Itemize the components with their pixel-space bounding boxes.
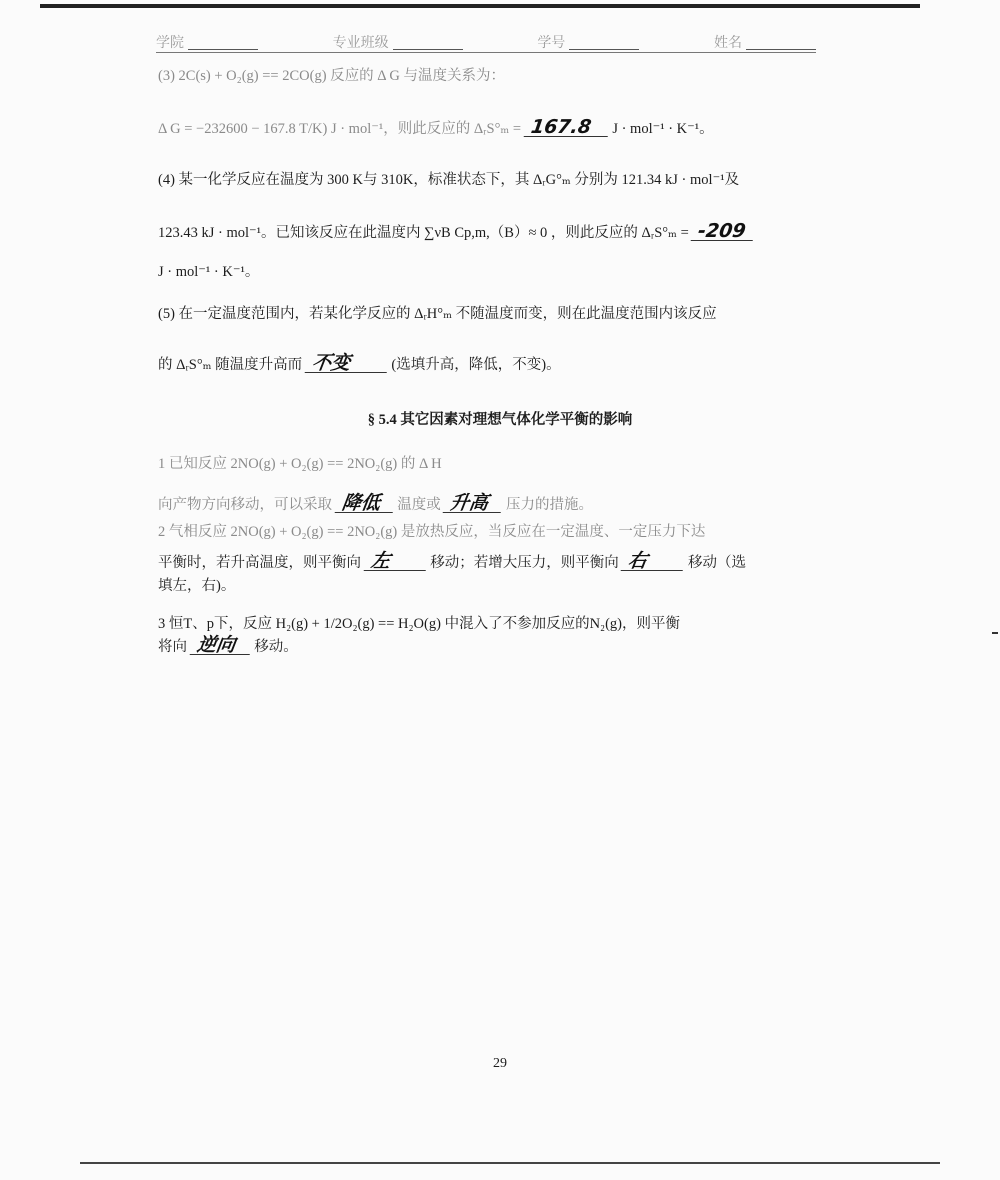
problem-4-line-1: (4) 某一化学反应在温度为 300 K与 310K，标准状态下，其 ΔᵣG°ₘ 分别为 121.34 kJ · mol⁻¹及 [158, 172, 740, 188]
question-3-answer: 逆向 [189, 636, 252, 655]
problem-3-answer: 167.8 [523, 118, 610, 137]
problem-3-intro: (3) 2C(s) + O₂(g) == 2CO(g) 反应的 Δ G 与温度关系为： [158, 68, 506, 84]
question-1-line-2: 向产物方向移动，可以采取 降低 温度或 升高 压力的措施。 [158, 492, 593, 514]
problem-5-answer: 不变 [304, 354, 389, 373]
question-1-answer-1: 降低 [334, 494, 395, 513]
problem-3-equation: Δ G = −232600 − 167.8 T/K) J · mol⁻¹，则此反应的 ΔᵣS°ₘ = 167.8 J · mol⁻¹ · K⁻¹。 [158, 116, 714, 138]
header-field-id: 学号 [537, 32, 639, 52]
problem-4-line-2: 123.43 kJ · mol⁻¹。已知该反应在此温度内 ∑νB Cp,m,（B）≈ 0 ，则此反应的 ΔᵣS°ₘ = -209 [158, 222, 754, 243]
question-2-line-2: 平衡时，若升高温度，则平衡向 左 移动；若增大压力，则平衡向 右 移动（选 [158, 550, 746, 572]
question-2-answer-2: 右 [621, 552, 686, 571]
header-field-class: 专业班级 [333, 32, 463, 52]
problem-5-line-1: (5) 在一定温度范围内，若某化学反应的 ΔᵣH°ₘ 不随温度而变，则在此温度范围内该反应 [158, 306, 717, 322]
header-field-name: 姓名 [714, 32, 816, 52]
bottom-scan-border [80, 1162, 940, 1164]
question-3-line-2: 将向 逆向 移动。 [158, 634, 298, 656]
question-1-line-1: 1 已知反应 2NO(g) + O₂(g) == 2NO₂(g) 的 Δ H [158, 456, 442, 472]
question-2-line-3: 填左，右)。 [158, 578, 236, 594]
question-3-line-1: 3 恒T、p下，反应 H₂(g) + 1/2O₂(g) == H₂O(g) 中混入了不参加反应的N₂(g)，则平衡 [158, 616, 680, 632]
problem-5-line-2: 的 ΔᵣS°ₘ 随温度升高而 不变 (选填升高，降低，不变)。 [158, 352, 561, 374]
question-1-answer-2: 升高 [443, 494, 504, 513]
section-title: § 5.4 其它因素对理想气体化学平衡的影响 [367, 412, 633, 428]
question-2-line-1: 2 气相反应 2NO(g) + O₂(g) == 2NO₂(g) 是放热反应，当反应在一定温度、一定压力下达 [158, 524, 706, 540]
question-2-answer-1: 左 [363, 552, 428, 571]
problem-4-line-3: J · mol⁻¹ · K⁻¹。 [158, 264, 260, 280]
margin-mark [992, 632, 998, 634]
top-scan-border [40, 4, 920, 8]
page-number: 29 [493, 1056, 507, 1071]
header-field-college: 学院 [156, 32, 258, 52]
problem-4-answer: -209 [691, 222, 756, 241]
student-info-header [156, 30, 816, 53]
